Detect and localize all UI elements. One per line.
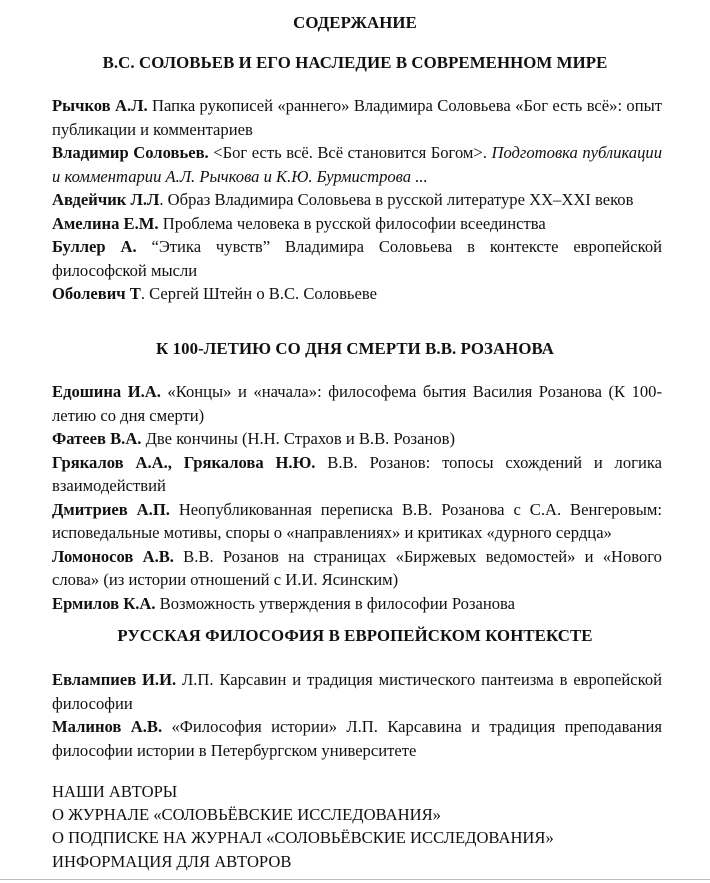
toc-entry[interactable] bbox=[52, 380, 662, 427]
entry-author: Дмитриев А.П. bbox=[52, 499, 170, 519]
toc-entry[interactable] bbox=[52, 188, 662, 212]
entry-author: Владимир Соловьев. bbox=[52, 143, 209, 162]
entry-author: Фатеев В.А. bbox=[52, 429, 142, 448]
entry-title: . Сергей Штейн о В.С. Соловьеве bbox=[140, 284, 377, 303]
section-heading-soloviev: В.С. СОЛОВЬЕВ И ЕГО НАСЛЕДИЕ В СОВРЕМЕННОМ МИРЕ bbox=[102, 53, 608, 72]
toc-entry[interactable] bbox=[52, 498, 662, 545]
entry-note: Подготовка публикации и комментарии А.Л. Рычкова и К.Ю. Бурмистрова ... bbox=[52, 143, 662, 186]
entry-author: Едошина И.А. bbox=[52, 382, 161, 401]
page-title: СОДЕРЖАНИЕ bbox=[293, 13, 417, 32]
toc-entry[interactable] bbox=[52, 668, 662, 715]
entry-author: Грякалов А.А., Грякалова Н.Ю. bbox=[52, 452, 316, 472]
toc-entry[interactable] bbox=[52, 141, 662, 188]
entry-title: «Философия истории» Л.П. Карсавина и традиция преподавания философии истории в Петербургском университете bbox=[52, 717, 662, 760]
entry-title: Возможность утверждения в философии Розанова bbox=[155, 593, 516, 613]
entry-author: Оболевич Т bbox=[52, 284, 141, 303]
entry-title: Папка рукописей «раннего» Владимира Соловьева «Бог есть всё»: опыт публикации и комментариев bbox=[52, 96, 663, 139]
toc-entry[interactable] bbox=[52, 715, 662, 762]
toc-entry[interactable] bbox=[52, 545, 662, 592]
toc-entry[interactable] bbox=[52, 282, 662, 306]
entry-author: Евлампиев И.И. bbox=[52, 670, 177, 689]
entry-title: Две кончины (Н.Н. Страхов и В.В. Розанов) bbox=[141, 429, 456, 448]
toc-entry[interactable] bbox=[52, 592, 662, 616]
entry-author: Ломоносов А.В. bbox=[52, 546, 174, 566]
section-entries-rozanov bbox=[52, 380, 662, 615]
entry-title: В.В. Розанов на страницах «Биржевых ведомостей» и «Нового слова» (из истории отношений с И.И. Ясинским) bbox=[52, 546, 662, 589]
footer-link-authors[interactable]: НАШИ АВТОРЫ bbox=[52, 782, 178, 801]
entry-title: Проблема человека в русской философии всеединства bbox=[158, 213, 546, 233]
entry-author: Авдейчик Л.Л bbox=[52, 190, 160, 209]
entry-author: Малинов А.В. bbox=[52, 717, 163, 736]
toc-footer bbox=[52, 780, 662, 873]
section-entries-european bbox=[52, 668, 662, 762]
toc-entry[interactable] bbox=[52, 235, 662, 282]
entry-title: “Этика чувств” Владимира Соловьева в контексте европейской философской мысли bbox=[52, 237, 662, 280]
entry-author: Амелина Е.М. bbox=[52, 213, 159, 233]
entry-title: . Образ Владимира Соловьева в русской литературе XX–XXI веков bbox=[159, 190, 634, 209]
footer-link-about-journal[interactable]: О ЖУРНАЛЕ «СОЛОВЬЁВСКИЕ ИССЛЕДОВАНИЯ» bbox=[52, 805, 441, 825]
entry-title: Л.П. Карсавин и традиция мистического пантеизма в европейской философии bbox=[52, 670, 662, 713]
entry-title: «Концы» и «начала»: философема бытия Василия Розанова (К 100-летию со дня смерти) bbox=[52, 382, 662, 425]
toc-entry[interactable] bbox=[52, 451, 662, 498]
toc-entry[interactable] bbox=[52, 94, 662, 141]
footer-link-subscription[interactable]: О ПОДПИСКЕ НА ЖУРНАЛ «СОЛОВЬЁВСКИЕ ИССЛЕДОВАНИЯ» bbox=[52, 828, 554, 848]
entry-author: Буллер А. bbox=[52, 237, 137, 256]
entry-title: Неопубликованная переписка В.В. Розанова с С.А. Венгеровым: исповедальные мотивы, споры о «направлениях» и критиках «дурного сердца» bbox=[52, 499, 662, 542]
section-heading-rozanov: К 100-ЛЕТИЮ СО ДНЯ СМЕРТИ В.В. РОЗАНОВА bbox=[156, 339, 554, 358]
bottom-divider bbox=[0, 879, 710, 880]
toc-entry[interactable] bbox=[52, 212, 662, 236]
entry-title: В.В. Розанов: топосы схождений и логика взаимодействий bbox=[52, 452, 663, 495]
footer-link-info-for-authors[interactable]: ИНФОРМАЦИЯ ДЛЯ АВТОРОВ bbox=[52, 851, 292, 871]
toc-entry[interactable] bbox=[52, 427, 662, 451]
entry-title: <Бог есть всё. Всё становится Богом>. bbox=[208, 143, 487, 162]
section-entries-soloviev bbox=[52, 94, 662, 306]
entry-author: Ермилов К.А. bbox=[52, 593, 156, 613]
entry-author: Рычков А.Л. bbox=[52, 96, 148, 115]
section-heading-european: РУССКАЯ ФИЛОСОФИЯ В ЕВРОПЕЙСКОМ КОНТЕКСТЕ bbox=[117, 626, 593, 645]
